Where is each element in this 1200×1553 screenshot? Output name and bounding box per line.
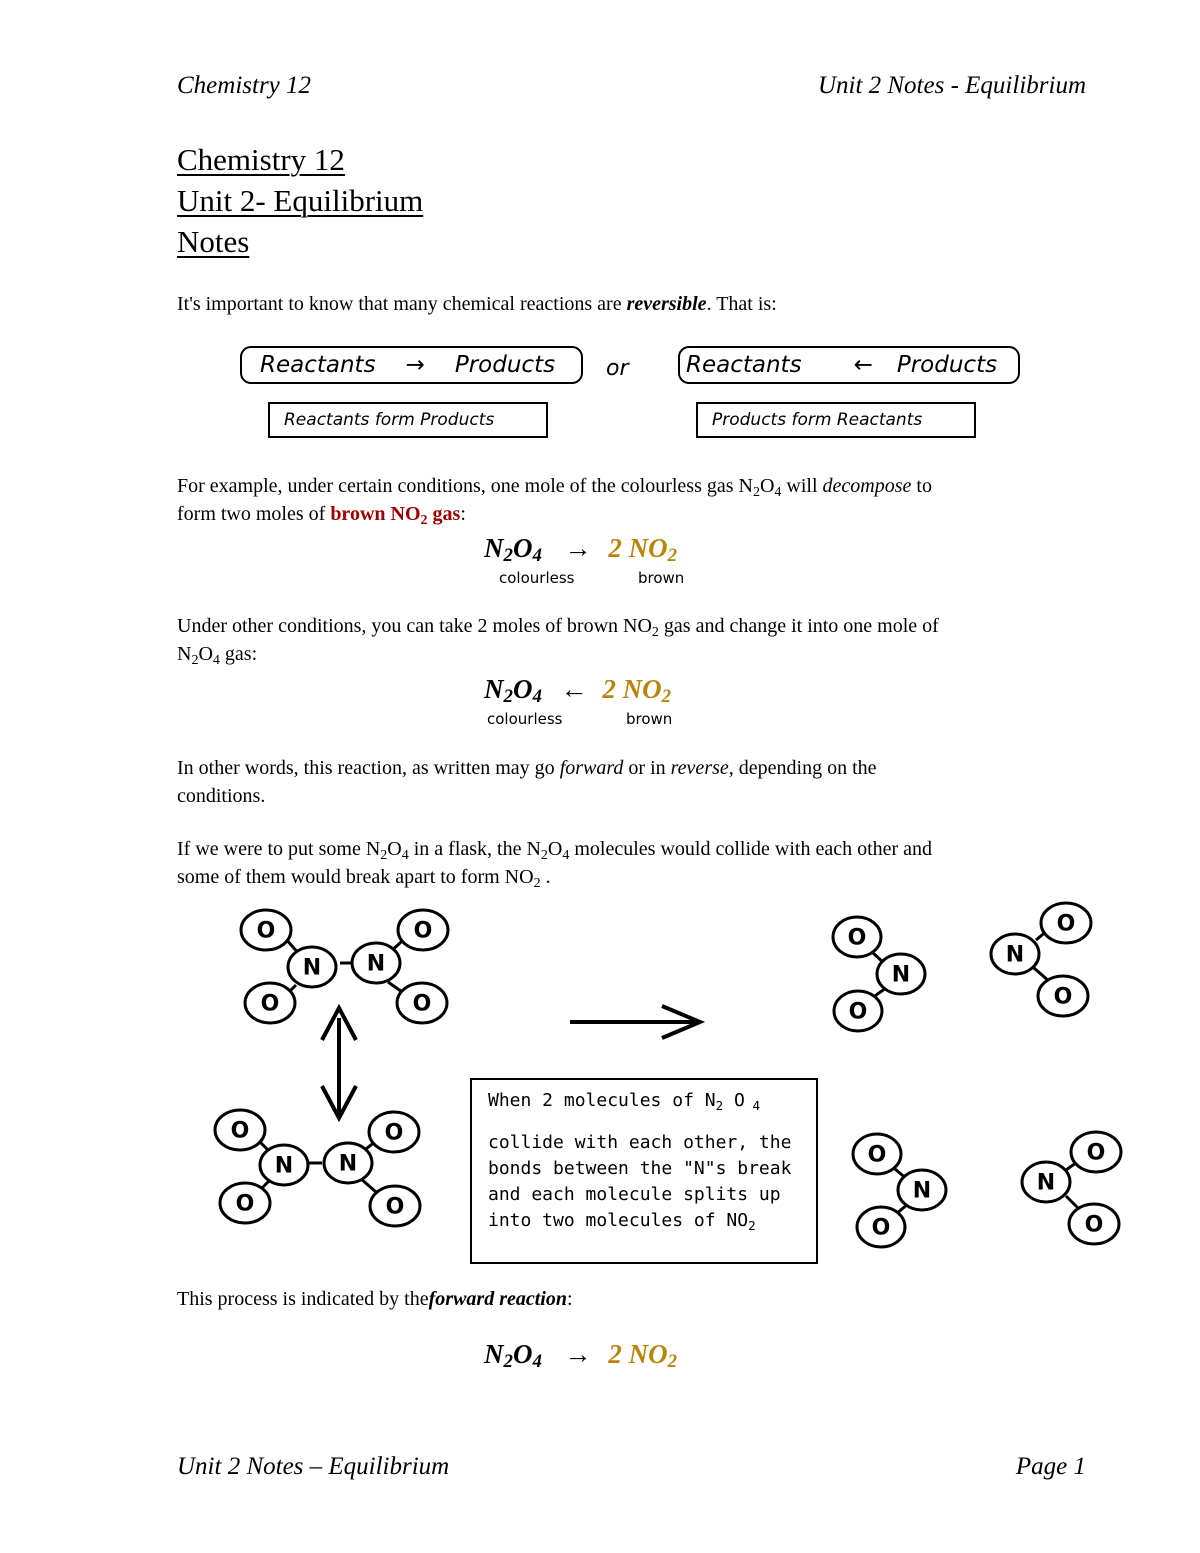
eq-arrow: →: [564, 1339, 592, 1369]
reverse-pill: [678, 346, 1020, 384]
eq-reactant: $N_2O_4$: [484, 533, 542, 566]
eq-arrow: →: [564, 533, 592, 563]
right-arrow-icon: [570, 1006, 700, 1038]
example1-paragraph: For example, under certain conditions, one mole of the colourless gas $N_2O_4$ will decompose to form two moles of brown $NO_2$ gas:: [177, 475, 932, 528]
atom-label: O: [1086, 1140, 1106, 1166]
equation-3: [484, 1339, 677, 1370]
pill-reactants: Reactants: [686, 352, 802, 378]
pill-arrow-left: ←: [853, 352, 873, 378]
atom-label: N: [912, 1178, 932, 1204]
example2-paragraph: Under other conditions, you can take 2 moles of brown $NO_2$ gas and change it into one mole of $N_2O_4$ gas:: [177, 615, 939, 668]
header-left: Chemistry 12: [177, 72, 312, 99]
pill-reactants: Reactants: [260, 352, 376, 378]
footer-right: Page 1: [1015, 1453, 1086, 1480]
explanation-note: When 2 molecules of $N_2$ O $_4$ collide with each other, the bonds between the "N"s break and each molecule splits up into two molecules of $NO_2$: [470, 1078, 818, 1264]
pill-products: Products: [454, 352, 556, 378]
atom-label: N: [1036, 1170, 1056, 1196]
header-right: Unit 2 Notes - Equilibrium: [817, 72, 1086, 99]
forward-box: Reactants form Products: [268, 402, 548, 438]
eq-arrow: ←: [560, 674, 588, 704]
equation-1: [484, 533, 677, 564]
atom-label: O: [260, 991, 280, 1017]
atom-label: O: [1056, 911, 1076, 937]
atom-label: O: [384, 1120, 404, 1146]
intro-paragraph: It's important to know that many chemical reactions are reversible. That is:: [177, 293, 777, 315]
atom-label: O: [385, 1194, 405, 1220]
atom-label: O: [848, 999, 868, 1025]
reverse-box: Products form Reactants: [696, 402, 976, 438]
atom-label: N: [274, 1153, 294, 1179]
atom-label: O: [871, 1215, 891, 1241]
eq-reactant: $N_2O_4$: [484, 1339, 542, 1372]
label-colourless: colourless: [487, 710, 563, 728]
title-unit: Unit 2- Equilibrium: [177, 183, 424, 218]
atom-label: N: [338, 1151, 358, 1177]
atom-label: O: [412, 991, 432, 1017]
example3-paragraph: In other words, this reaction, as written may go forward or in reverse, depending on the conditions.: [177, 757, 877, 807]
eq-reactant: $N_2O_4$: [484, 674, 542, 707]
atom-label: N: [366, 951, 386, 977]
label-brown: brown: [638, 569, 685, 587]
pill-arrow-right: →: [405, 352, 425, 378]
forward-paragraph: This process is indicated by theforward reaction:: [177, 1288, 573, 1310]
atom-label: O: [1053, 984, 1073, 1010]
equation-2: [484, 674, 671, 705]
double-arrow-icon: [322, 1008, 356, 1118]
atom-label: N: [891, 962, 911, 988]
eq-product: 2 $NO_2$: [608, 1339, 678, 1372]
eq-product: 2 $NO_2$: [608, 533, 678, 566]
atom-label: O: [235, 1191, 255, 1217]
atom-label: O: [413, 918, 433, 944]
atom-label: O: [256, 918, 276, 944]
label-brown: brown: [626, 710, 673, 728]
pill-products: Products: [896, 352, 998, 378]
example4-paragraph: If we were to put some $N_2O_4$ in a flask, the $N_2O_4$ molecules would collide with each other and some of them would break apart to form $NO_2$ .: [177, 838, 933, 891]
or-label: or: [606, 356, 629, 381]
eq-product: 2 $NO_2$: [602, 674, 672, 707]
forward-pill: [240, 346, 583, 384]
atom-label: O: [847, 925, 867, 951]
title-notes: Notes: [177, 224, 250, 259]
atom-label: O: [230, 1118, 250, 1144]
atom-label: N: [1005, 942, 1025, 968]
label-colourless: colourless: [499, 569, 575, 587]
footer-left: Unit 2 Notes – Equilibrium: [177, 1453, 450, 1480]
title-course: Chemistry 12: [177, 142, 345, 177]
atom-label: O: [1084, 1212, 1104, 1238]
atom-label: O: [867, 1142, 887, 1168]
atom-label: N: [302, 955, 322, 981]
